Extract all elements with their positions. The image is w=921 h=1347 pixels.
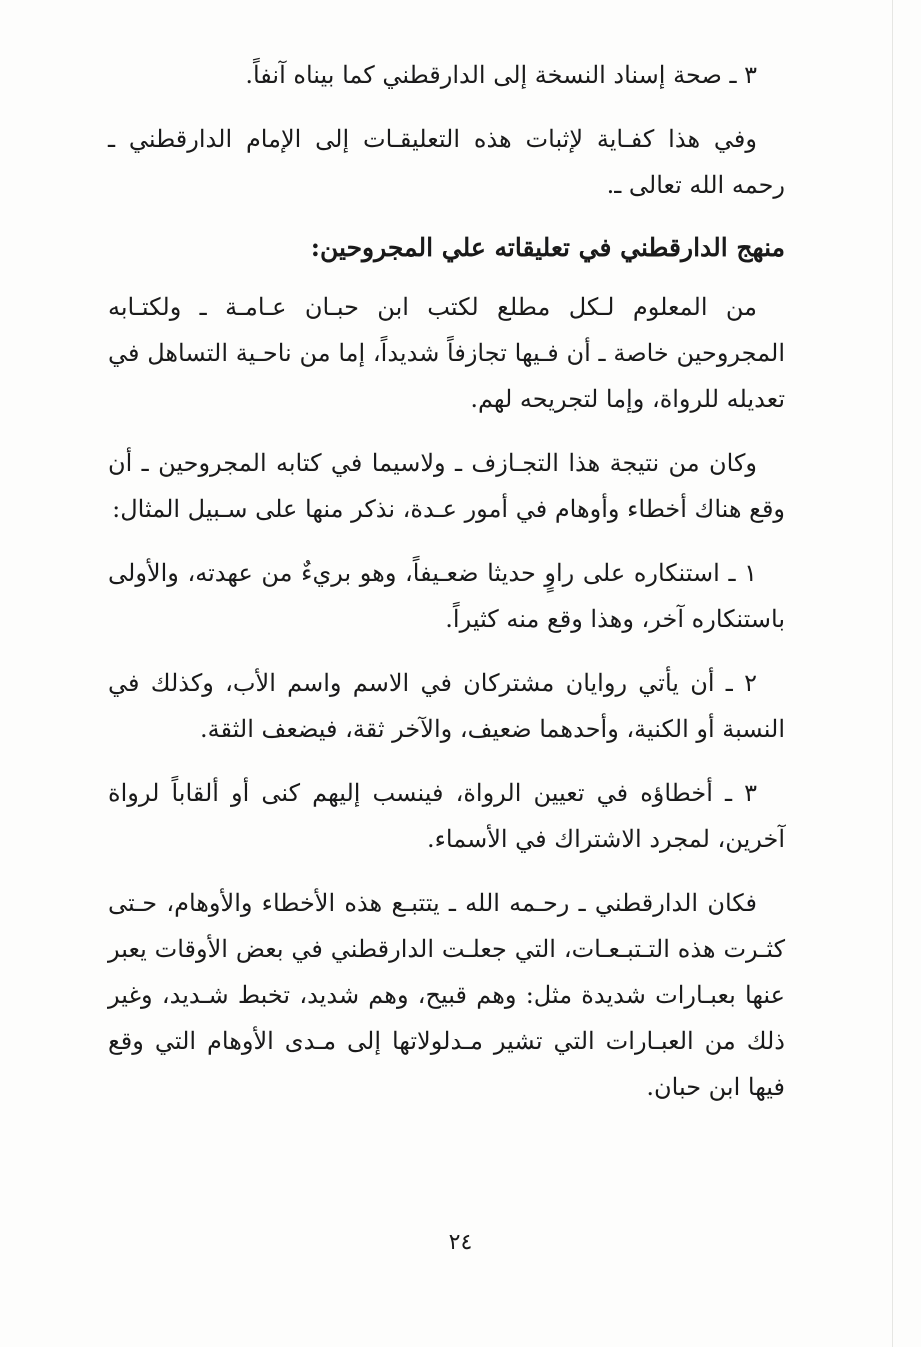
paragraph-closing: فكان الدارقطني ـ رحـمه الله ـ يتتبـع هذه الأخطاء والأوهام، حـتى كثـرت هذه التـتبـعـات، التي جعلـت الدارقطني في بعض الأوقات يعبر عنها بعبـارات شديدة مثل: وهم قبيح، وهم شديد، تخبط شـديد، وغير ذلك من العبـارات التي تشير مـدلولاتها إلى مـدى الأوهام التي وقع فيها ابن حبان. [108, 889, 785, 1101]
list-item-3: ٣ ـ أخطاؤه في تعيين الرواة، فينسب إليهم كنى أو ألقاباً لرواة آخرين، لمجرد الاشتراك في الأسماء. [108, 779, 785, 853]
list-item-1: ١ ـ استنكاره على راوٍ حديثا ضعـيفاً، وهو بريءٌ من عهدته، والأولى باستنكاره آخر، وهذا وقع منه كثيراً. [108, 559, 785, 633]
list-item-2: ٢ ـ أن يأتي روايان مشتركان في الاسم واسم الأب، وكذلك في النسبة أو الكنية، وأحدهما ضعيف، والآخر ثقة، فيضعف الثقة. [108, 669, 785, 743]
body-text [108, 52, 785, 1128]
scan-edge-line [892, 0, 893, 1347]
section-heading: منهج الدارقطني في تعليقاته علي المجروحين: [310, 233, 785, 262]
paragraph-item-3: ٣ ـ صحة إسناد النسخة إلى الدارقطني كما بيناه آنفاً. [245, 61, 757, 89]
paragraph-result: وكان من نتيجة هذا التجـازف ـ ولاسيما في كتابه المجروحين ـ أن وقع هناك أخطاء وأوهام في أمور عـدة، نذكر منها على سـبيل المثال: [108, 449, 785, 523]
page-number: ٢٤ [448, 1230, 473, 1255]
paragraph-intro: من المعلوم لـكل مطلع لكتب ابن حبـان عـامـة ـ ولكتـابه المجروحين خاصة ـ أن فـيها تجازفاً شديداً، إما من ناحـية التساهل في تعديله للرواة، وإما لتجريحه لهم. [108, 293, 785, 413]
paragraph-conclusion: وفي هذا كفـاية لإثبات هذه التعليقـات إلى الإمام الدارقطني ـ رحمه الله تعالى ـ. [108, 125, 785, 199]
